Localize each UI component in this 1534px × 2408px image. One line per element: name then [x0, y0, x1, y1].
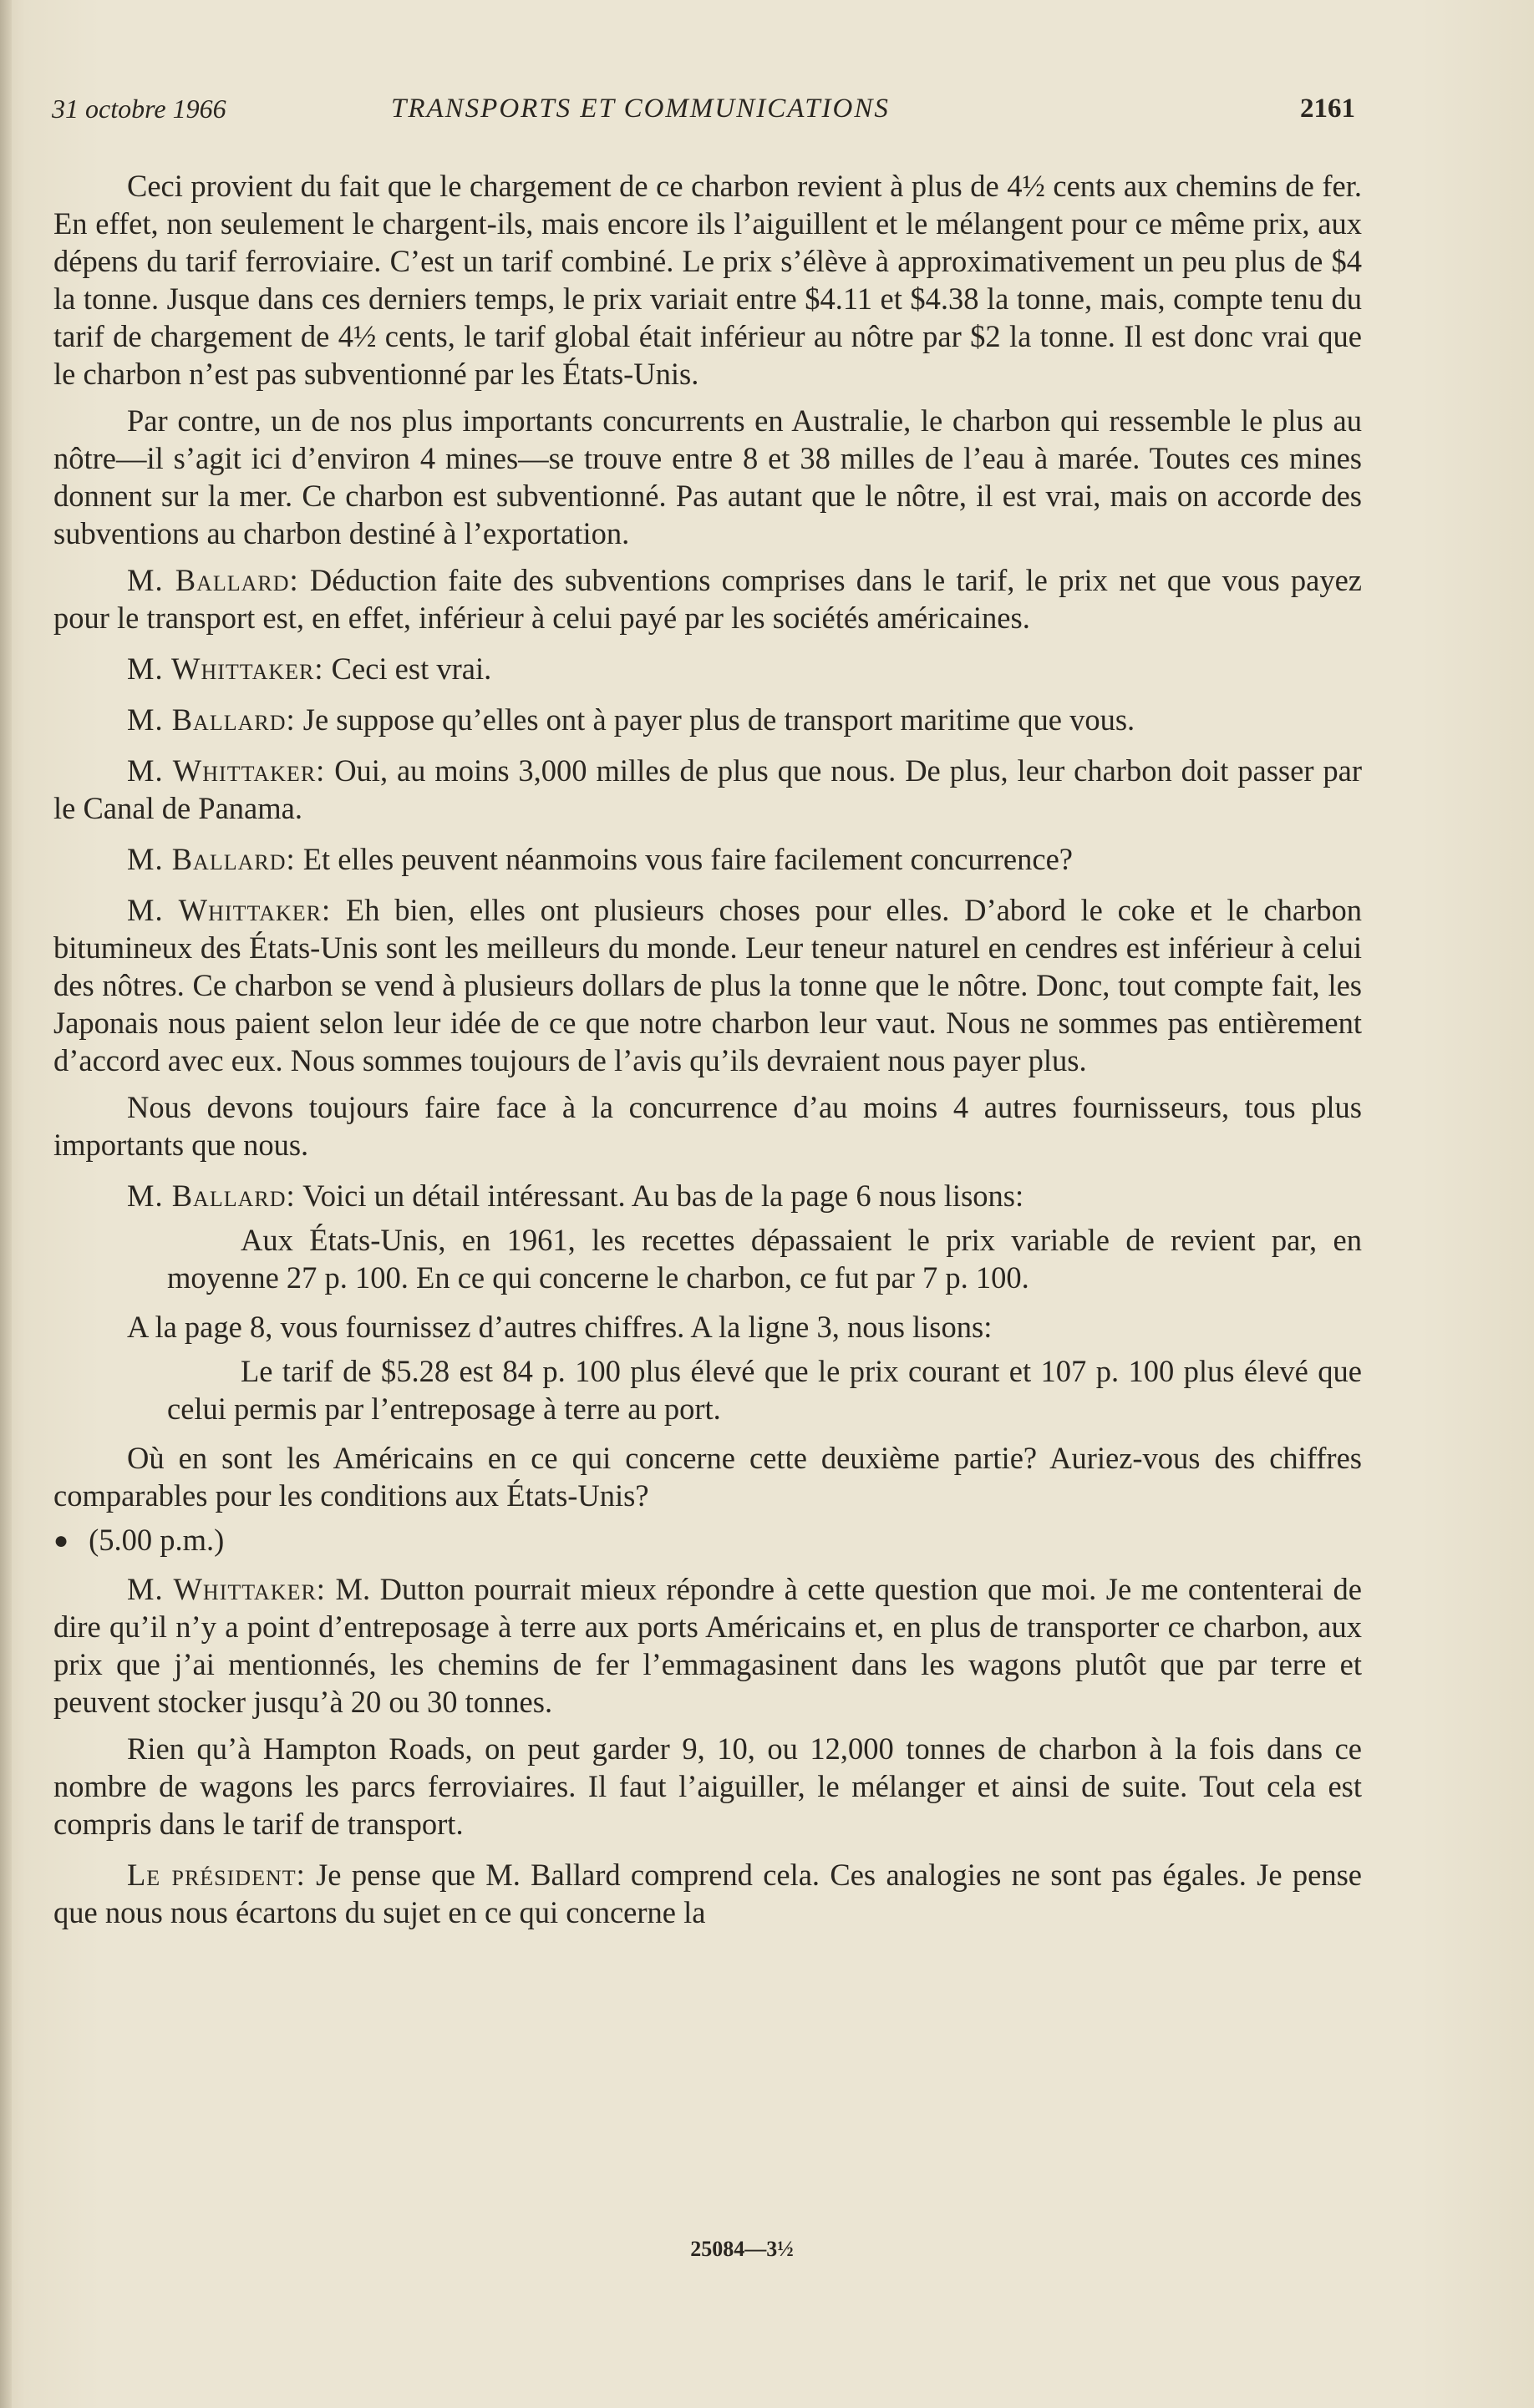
body-text: [53, 167, 1362, 1940]
paragraph: M. Ballard: Et elles peuvent néanmoins vous faire facilement concurrence?: [127, 842, 1073, 876]
paragraph: Le président: Je pense que M. Ballard comprend cela. Ces analogies ne sont pas égales. Je pense que nous nous écartons du sujet en ce qui concerne la: [53, 1858, 1363, 1929]
paragraph: M. Whittaker: Eh bien, elles ont plusieurs choses pour elles. D’abord le coke et le charbon bitumineux des États-Unis sont les meilleurs du monde. Leur teneur naturel en cendres est inférieur à celui des nôtres. Ce charbon se vend à plusieurs dollars de plus la tonne que le nôtre. Donc, tout compte fait, les Japonais nous paient selon leur idée de ce que notre charbon leur vaut. Nous ne sommes pas entièrement d’accord avec eux. Nous sommes toujours de l’avis qu’ils devraient nous payer plus.: [53, 893, 1362, 1077]
paragraph: A la page 8, vous fournissez d’autres chiffres. A la ligne 3, nous lisons:: [127, 1310, 993, 1344]
paragraph: M. Ballard: Voici un détail intéressant. Au bas de la page 6 nous lisons:: [127, 1179, 1024, 1213]
speaker-name: M. Whittaker:: [127, 753, 326, 788]
speaker-name: M. Ballard:: [127, 702, 296, 737]
page-footer-signature: 25084—3½: [690, 2237, 794, 2261]
paragraph: M. Whittaker: M. Dutton pourrait mieux répondre à cette question que moi. Je me contenterai de dire qu’il n’y a point d’entreposage à terre aux ports Américains et, en plus de transporter ce charbon, aux prix que j’ai mentionnés, les chemins de fer l’emmagasinent dans les wagons plutôt que par terre et peuvent stocker jusqu’à 20 ou 30 tonnes.: [53, 1572, 1362, 1719]
speaker-name: M. Whittaker:: [127, 651, 324, 686]
time-marker: [53, 1521, 1362, 1561]
paragraph: Rien qu’à Hampton Roads, on peut garder 9, 10, ou 12,000 tonnes de charbon à la fois dans ce nombre de wagons les parcs ferroviaires. Il faut l’aiguiller, le mélanger et ainsi de suite. Tout cela est compris dans le tarif de transport.: [53, 1731, 1362, 1841]
block-quote: Le tarif de $5.28 est 84 p. 100 plus élevé que le prix courant et 107 p. 100 plus élevé que celui permis par l’entreposage à terre au port.: [167, 1354, 1362, 1426]
time-marker-text: (5.00 p.m.): [89, 1523, 225, 1557]
speaker-name: M. Whittaker:: [127, 893, 332, 927]
paragraph: Où en sont les Américains en ce qui concerne cette deuxième partie? Auriez-vous des chiffres comparables pour les conditions aux États-Unis?: [53, 1441, 1362, 1513]
paragraph: M. Whittaker: Oui, au moins 3,000 milles de plus que nous. De plus, leur charbon doit passer par le Canal de Panama.: [53, 753, 1362, 825]
running-header: [52, 94, 1355, 135]
block-quote: Aux États-Unis, en 1961, les recettes dépassaient le prix variable de revient par, en moyenne 27 p. 100. En ce qui concerne le charbon, ce fut par 7 p. 100.: [167, 1223, 1362, 1295]
paragraph: Ceci provient du fait que le chargement de ce charbon revient à plus de 4½ cents aux chemins de fer. En effet, non seulement le chargent-ils, mais encore ils l’aiguillent et le mélangent pour ce même prix, aux dépens du tarif ferroviaire. C’est un tarif combiné. Le prix s’élève à approximativement un peu plus de $4 la tonne. Jusque dans ces derniers temps, le prix variait entre $4.11 et $4.38 la tonne, mais, compte tenu du tarif de chargement de 4½ cents, le tarif global était inférieur au nôtre par $2 la tonne. Il est donc vrai que le charbon n’est pas subventionné par les États-Unis.: [53, 169, 1362, 391]
paragraph: M. Ballard: Je suppose qu’elles ont à payer plus de transport maritime que vous.: [127, 702, 1135, 737]
header-page-number: 2161: [1300, 94, 1355, 124]
header-date: 31 octobre 1966: [52, 94, 226, 124]
speaker-name: M. Ballard:: [127, 563, 299, 597]
paragraph: M. Whittaker: Ceci est vrai.: [127, 651, 492, 686]
paragraph: Nous devons toujours faire face à la concurrence d’au moins 4 autres fournisseurs, tous plus importants que nous.: [53, 1090, 1362, 1162]
page-binding-edge: [0, 0, 12, 2408]
header-section-title: TRANSPORTS ET COMMUNICATIONS: [391, 94, 890, 124]
paragraph: M. Ballard: Déduction faite des subventions comprises dans le tarif, le prix net que vous payez pour le transport est, en effet, inférieur à celui payé par les sociétés américaines.: [53, 563, 1362, 635]
speaker-name: Le président:: [127, 1858, 306, 1892]
paragraph: Par contre, un de nos plus importants concurrents en Australie, le charbon qui ressemble le plus au nôtre—il s’agit ici d’environ 4 mines—se trouve entre 8 et 38 milles de l’eau à marée. Toutes ces mines donnent sur la mer. Ce charbon est subventionné. Pas autant que le nôtre, il est vrai, mais on accorde des subventions au charbon destiné à l’exportation.: [53, 403, 1362, 550]
speaker-name: M. Ballard:: [127, 1179, 296, 1213]
bullet-icon: ●: [53, 1527, 69, 1554]
speaker-name: M. Whittaker:: [127, 1572, 326, 1606]
speaker-name: M. Ballard:: [127, 842, 296, 876]
